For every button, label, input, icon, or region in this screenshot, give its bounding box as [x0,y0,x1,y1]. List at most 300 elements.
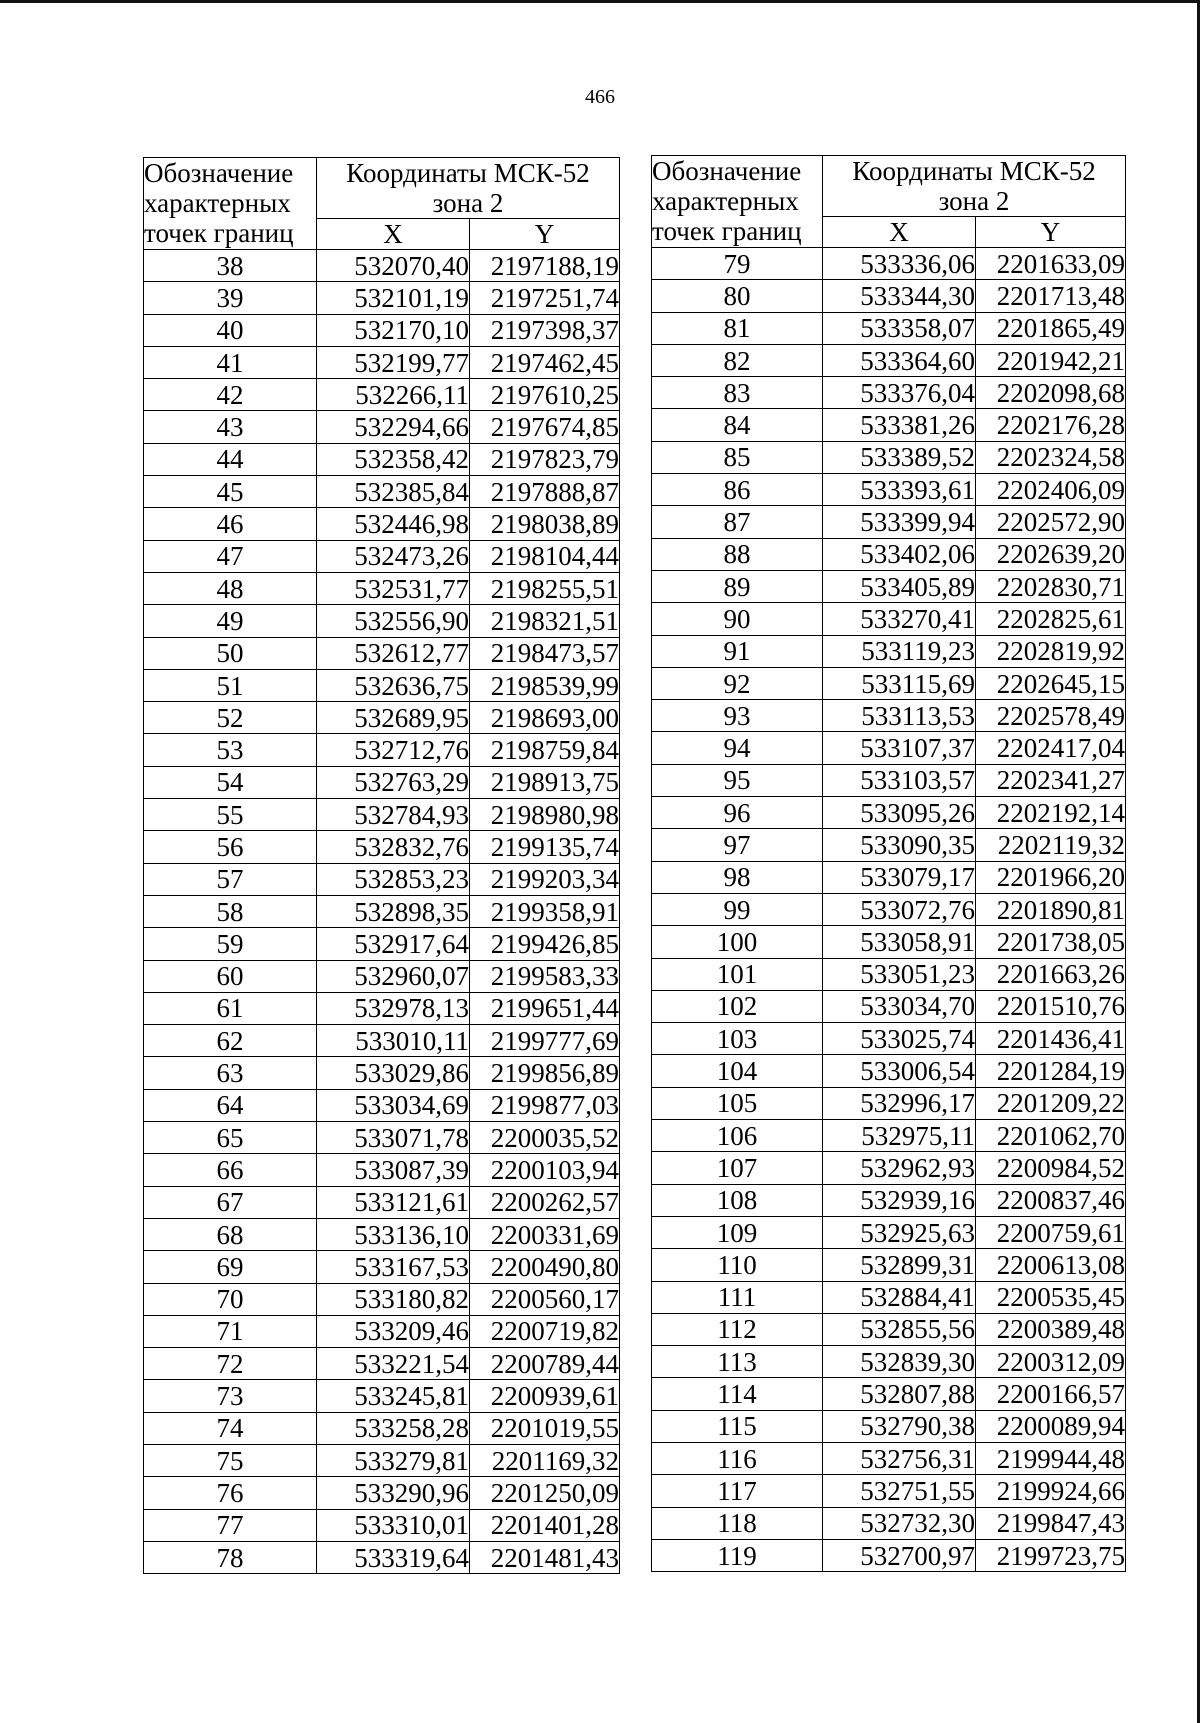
x-coordinate-cell: 532473,26 [317,540,470,572]
y-coordinate-cell: 2201633,09 [976,248,1126,280]
table-row [652,474,1126,506]
table-row [144,572,620,604]
x-coordinate-cell: 533376,04 [823,377,976,409]
x-coordinate-cell: 532751,55 [823,1475,976,1507]
y-coordinate-cell: 2200331,69 [470,1218,620,1250]
point-id-cell: 59 [144,928,317,960]
y-coordinate-cell: 2199847,43 [976,1507,1126,1539]
table-row [652,1346,1126,1378]
point-id-cell: 98 [652,861,823,893]
x-coordinate-cell: 533034,69 [317,1089,470,1121]
table-row [652,1475,1126,1507]
y-coordinate-cell: 2198913,75 [470,766,620,798]
point-id-cell: 88 [652,538,823,570]
x-coordinate-cell: 532899,31 [823,1249,976,1281]
x-coordinate-cell: 532884,41 [823,1281,976,1313]
x-coordinate-cell: 532531,77 [317,572,470,604]
y-coordinate-cell: 2198759,84 [470,734,620,766]
point-id-cell: 53 [144,734,317,766]
table-row [144,1186,620,1218]
x-coordinate-cell: 532636,75 [317,669,470,701]
x-coordinate-cell: 532853,23 [317,863,470,895]
y-coordinate-cell: 2202830,71 [976,570,1126,602]
point-id-cell: 62 [144,1025,317,1057]
point-id-cell: 118 [652,1507,823,1539]
table-row [144,766,620,798]
point-id-cell: 87 [652,506,823,538]
point-id-cell: 68 [144,1218,317,1250]
point-id-cell: 113 [652,1346,823,1378]
y-coordinate-cell: 2202819,92 [976,635,1126,667]
x-coordinate-cell: 532996,17 [823,1087,976,1119]
y-coordinate-cell: 2200490,80 [470,1251,620,1283]
point-id-cell: 110 [652,1249,823,1281]
header-label-line: характерных [144,188,291,218]
point-id-cell: 77 [144,1509,317,1541]
table-row [144,346,620,378]
table-row [144,1122,620,1154]
x-coordinate-cell: 533393,61 [823,474,976,506]
table-row [652,990,1126,1022]
y-coordinate-cell: 2200312,09 [976,1346,1126,1378]
point-id-cell: 105 [652,1087,823,1119]
table-row [652,893,1126,925]
x-column-header: X [317,219,470,250]
point-id-cell: 96 [652,797,823,829]
x-coordinate-cell: 533119,23 [823,635,976,667]
y-coordinate-cell: 2202324,58 [976,441,1126,473]
x-coordinate-cell: 533270,41 [823,603,976,635]
point-id-cell: 104 [652,1055,823,1087]
y-coordinate-cell: 2201663,26 [976,958,1126,990]
y-coordinate-cell: 2198255,51 [470,572,620,604]
x-coordinate-cell: 533087,39 [317,1154,470,1186]
y-coordinate-cell: 2201019,55 [470,1412,620,1444]
point-id-cell: 97 [652,829,823,861]
table-row [144,1283,620,1315]
point-id-cell: 52 [144,702,317,734]
y-coordinate-cell: 2197251,74 [470,282,620,314]
y-coordinate-cell: 2200035,52 [470,1122,620,1154]
y-coordinate-cell: 2201865,49 [976,312,1126,344]
y-coordinate-cell: 2201284,19 [976,1055,1126,1087]
point-id-cell: 42 [144,379,317,411]
point-id-cell: 48 [144,572,317,604]
point-id-cell: 89 [652,570,823,602]
x-coordinate-cell: 532978,13 [317,992,470,1024]
point-id-cell: 74 [144,1412,317,1444]
x-coordinate-cell: 533358,07 [823,312,976,344]
y-coordinate-cell: 2199723,75 [976,1539,1126,1571]
y-coordinate-cell: 2201481,43 [470,1541,620,1573]
point-id-cell: 76 [144,1477,317,1509]
y-coordinate-cell: 2199944,48 [976,1442,1126,1474]
y-coordinate-cell: 2200103,94 [470,1154,620,1186]
point-id-cell: 100 [652,926,823,958]
y-coordinate-cell: 2198473,57 [470,637,620,669]
y-coordinate-cell: 2202645,15 [976,667,1126,699]
y-coordinate-cell: 2200719,82 [470,1315,620,1347]
y-coordinate-cell: 2202417,04 [976,732,1126,764]
table-row [652,1087,1126,1119]
x-coordinate-cell: 533071,78 [317,1122,470,1154]
y-coordinate-cell: 2199777,69 [470,1025,620,1057]
point-id-cell: 92 [652,667,823,699]
x-coordinate-cell: 533402,06 [823,538,976,570]
table-row [652,280,1126,312]
point-id-cell: 60 [144,960,317,992]
point-id-cell: 58 [144,895,317,927]
header-label-line: точек границ [652,216,802,246]
table-row [652,1249,1126,1281]
y-coordinate-cell: 2201169,32 [470,1444,620,1476]
point-id-cell: 39 [144,282,317,314]
coordinates-table-right [651,155,1126,1572]
table-row [652,732,1126,764]
y-coordinate-cell: 2200759,61 [976,1216,1126,1248]
point-id-cell: 80 [652,280,823,312]
x-coordinate-cell: 533072,76 [823,893,976,925]
x-coordinate-cell: 533107,37 [823,732,976,764]
page-number: 466 [585,86,615,108]
point-id-cell: 102 [652,990,823,1022]
x-coordinate-cell: 532358,42 [317,443,470,475]
y-coordinate-cell: 2201062,70 [976,1120,1126,1152]
x-coordinate-cell: 532763,29 [317,766,470,798]
coordinates-table-left [143,157,620,1574]
y-coordinate-cell: 2202176,28 [976,409,1126,441]
x-coordinate-cell: 533209,46 [317,1315,470,1347]
x-coordinate-cell: 532917,64 [317,928,470,960]
x-coordinate-cell: 532898,35 [317,895,470,927]
x-coordinate-cell: 532612,77 [317,637,470,669]
table-row [144,895,620,927]
y-column-header: Y [470,219,620,250]
table-header [652,156,1126,248]
y-coordinate-cell: 2202119,32 [976,829,1126,861]
x-coordinate-cell: 532807,88 [823,1378,976,1410]
table-row [652,829,1126,861]
point-id-cell: 65 [144,1122,317,1154]
x-coordinate-cell: 533121,61 [317,1186,470,1218]
x-coordinate-cell: 532975,11 [823,1120,976,1152]
x-coordinate-cell: 532855,56 [823,1313,976,1345]
point-id-cell: 83 [652,377,823,409]
x-coordinate-cell: 533006,54 [823,1055,976,1087]
table-row [144,1541,620,1573]
table-row [652,958,1126,990]
table-row [652,1410,1126,1442]
point-id-cell: 38 [144,250,317,282]
header-label-line: Обозначение [652,156,802,186]
point-id-cell: 51 [144,669,317,701]
table-row [144,1477,620,1509]
point-id-cell: 101 [652,958,823,990]
table-row [652,1442,1126,1474]
point-id-cell: 103 [652,1023,823,1055]
point-id-cell: 79 [652,248,823,280]
point-id-cell: 56 [144,831,317,863]
point-id-cell: 49 [144,605,317,637]
y-coordinate-cell: 2202341,27 [976,764,1126,796]
x-coordinate-cell: 533010,11 [317,1025,470,1057]
y-coordinate-cell: 2201436,41 [976,1023,1126,1055]
point-id-cell: 81 [652,312,823,344]
point-id-cell: 109 [652,1216,823,1248]
x-coordinate-cell: 533364,60 [823,344,976,376]
x-coordinate-cell: 533336,06 [823,248,976,280]
point-id-cell: 116 [652,1442,823,1474]
table-row [652,635,1126,667]
y-coordinate-cell: 2197823,79 [470,443,620,475]
y-coordinate-cell: 2200789,44 [470,1348,620,1380]
point-id-cell: 43 [144,411,317,443]
table-row [144,637,620,669]
y-coordinate-cell: 2199203,34 [470,863,620,895]
table-row [652,1507,1126,1539]
table-row [144,1348,620,1380]
x-coordinate-cell: 532556,90 [317,605,470,637]
x-coordinate-cell: 532385,84 [317,476,470,508]
header-label-line: точек границ [144,218,294,248]
table-row [652,1216,1126,1248]
point-id-cell: 82 [652,344,823,376]
table-row [144,863,620,895]
coordinates-header-line: Координаты МСК-52 [346,158,590,188]
point-id-cell: 107 [652,1152,823,1184]
point-id-cell: 99 [652,893,823,925]
x-coordinate-cell: 532939,16 [823,1184,976,1216]
point-id-cell: 106 [652,1120,823,1152]
point-id-cell: 115 [652,1410,823,1442]
y-coordinate-cell: 2202825,61 [976,603,1126,635]
y-coordinate-cell: 2199583,33 [470,960,620,992]
point-id-cell: 94 [652,732,823,764]
x-coordinate-cell: 532784,93 [317,799,470,831]
x-coordinate-cell: 533180,82 [317,1283,470,1315]
table-row [144,314,620,346]
y-coordinate-cell: 2197398,37 [470,314,620,346]
point-id-cell: 85 [652,441,823,473]
point-id-cell: 45 [144,476,317,508]
table-body-right [652,248,1126,1572]
table-row [652,1152,1126,1184]
point-id-cell: 86 [652,474,823,506]
table-row [144,540,620,572]
coordinates-header-line: Координаты МСК-52 [852,156,1096,186]
point-id-cell: 93 [652,700,823,732]
point-id-cell: 50 [144,637,317,669]
x-column-header: X [823,217,976,248]
table-row [652,1313,1126,1345]
point-id-cell: 111 [652,1281,823,1313]
table-row [144,669,620,701]
point-id-cell: 63 [144,1057,317,1089]
x-coordinate-cell: 533290,96 [317,1477,470,1509]
x-coordinate-cell: 533310,01 [317,1509,470,1541]
x-coordinate-cell: 532070,40 [317,250,470,282]
x-coordinate-cell: 533167,53 [317,1251,470,1283]
y-coordinate-cell: 2201209,22 [976,1087,1126,1119]
table-row [652,506,1126,538]
x-coordinate-cell: 533136,10 [317,1218,470,1250]
x-coordinate-cell: 533025,74 [823,1023,976,1055]
y-coordinate-cell: 2200089,94 [976,1410,1126,1442]
y-coordinate-cell: 2202406,09 [976,474,1126,506]
table-row [144,960,620,992]
x-coordinate-cell: 533079,17 [823,861,976,893]
x-coordinate-cell: 533389,52 [823,441,976,473]
table-row [652,1023,1126,1055]
table-row [652,409,1126,441]
x-coordinate-cell: 532101,19 [317,282,470,314]
point-id-cell: 91 [652,635,823,667]
point-id-cell: 69 [144,1251,317,1283]
y-coordinate-cell: 2200389,48 [976,1313,1126,1345]
scan-border-top [0,0,1200,3]
y-coordinate-cell: 2202578,49 [976,700,1126,732]
y-coordinate-cell: 2200939,61 [470,1380,620,1412]
point-id-cell: 75 [144,1444,317,1476]
y-coordinate-cell: 2200837,46 [976,1184,1126,1216]
point-id-cell: 67 [144,1186,317,1218]
table-row [144,1380,620,1412]
table-row [144,831,620,863]
x-coordinate-cell: 532962,93 [823,1152,976,1184]
y-coordinate-cell: 2199856,89 [470,1057,620,1089]
y-coordinate-cell: 2198980,98 [470,799,620,831]
x-coordinate-cell: 532712,76 [317,734,470,766]
point-id-cell: 117 [652,1475,823,1507]
point-id-cell: 119 [652,1539,823,1571]
table-row [652,377,1126,409]
point-id-cell: 55 [144,799,317,831]
x-coordinate-cell: 532839,30 [823,1346,976,1378]
point-id-cell: 84 [652,409,823,441]
y-coordinate-cell: 2199877,03 [470,1089,620,1121]
y-coordinate-cell: 2197674,85 [470,411,620,443]
x-coordinate-cell: 533344,30 [823,280,976,312]
y-coordinate-cell: 2202639,20 [976,538,1126,570]
y-coordinate-cell: 2197610,25 [470,379,620,411]
x-coordinate-cell: 532199,77 [317,346,470,378]
x-coordinate-cell: 532960,07 [317,960,470,992]
x-coordinate-cell: 533279,81 [317,1444,470,1476]
y-coordinate-cell: 2201401,28 [470,1509,620,1541]
header-label-line: характерных [652,186,799,216]
x-coordinate-cell: 533095,26 [823,797,976,829]
table-row [144,508,620,540]
y-coordinate-cell: 2202098,68 [976,377,1126,409]
point-id-cell: 47 [144,540,317,572]
x-coordinate-cell: 533245,81 [317,1380,470,1412]
x-coordinate-cell: 533029,86 [317,1057,470,1089]
y-coordinate-cell: 2200560,17 [470,1283,620,1315]
table-row [144,702,620,734]
y-coordinate-cell: 2200262,57 [470,1186,620,1218]
y-coordinate-cell: 2199358,91 [470,895,620,927]
table-row [144,799,620,831]
y-coordinate-cell: 2202572,90 [976,506,1126,538]
table-row [144,1025,620,1057]
table-row [144,734,620,766]
x-coordinate-cell: 533405,89 [823,570,976,602]
x-coordinate-cell: 533115,69 [823,667,976,699]
y-coordinate-cell: 2198539,99 [470,669,620,701]
x-coordinate-cell: 532925,63 [823,1216,976,1248]
table-row [144,443,620,475]
table-row [144,1057,620,1089]
table-row [652,1055,1126,1087]
header-label-line: Обозначение [144,158,294,188]
y-coordinate-cell: 2201966,20 [976,861,1126,893]
x-coordinate-cell: 532294,66 [317,411,470,443]
table-row [652,764,1126,796]
table-row [144,411,620,443]
table-row [652,926,1126,958]
table-row [652,312,1126,344]
x-coordinate-cell: 533258,28 [317,1412,470,1444]
table-row [144,1218,620,1250]
table-row [144,1251,620,1283]
table-row [144,1315,620,1347]
point-id-cell: 78 [144,1541,317,1573]
x-coordinate-cell: 532790,38 [823,1410,976,1442]
x-coordinate-cell: 532732,30 [823,1507,976,1539]
table-row [144,992,620,1024]
point-id-cell: 54 [144,766,317,798]
point-id-cell: 46 [144,508,317,540]
point-id-cell: 57 [144,863,317,895]
table-row [652,1539,1126,1571]
y-coordinate-cell: 2197888,87 [470,476,620,508]
point-id-cell: 71 [144,1315,317,1347]
x-coordinate-cell: 532446,98 [317,508,470,540]
table-row [652,344,1126,376]
table-header [144,158,620,250]
y-coordinate-cell: 2200613,08 [976,1249,1126,1281]
y-coordinate-cell: 2198038,89 [470,508,620,540]
x-coordinate-cell: 533113,53 [823,700,976,732]
y-coordinate-cell: 2201942,21 [976,344,1126,376]
table-row [652,603,1126,635]
x-coordinate-cell: 533058,91 [823,926,976,958]
points-column-header [144,158,317,250]
point-id-cell: 73 [144,1380,317,1412]
y-coordinate-cell: 2200984,52 [976,1152,1126,1184]
table-row [144,282,620,314]
point-id-cell: 112 [652,1313,823,1345]
x-coordinate-cell: 532700,97 [823,1539,976,1571]
x-coordinate-cell: 532832,76 [317,831,470,863]
table-row [144,1509,620,1541]
table-row [652,248,1126,280]
point-id-cell: 40 [144,314,317,346]
y-coordinate-cell: 2201250,09 [470,1477,620,1509]
x-coordinate-cell: 533319,64 [317,1541,470,1573]
table-row [144,379,620,411]
table-row [144,1412,620,1444]
table-row [652,797,1126,829]
x-coordinate-cell: 532170,10 [317,314,470,346]
x-coordinate-cell: 532756,31 [823,1442,976,1474]
y-coordinate-cell: 2199135,74 [470,831,620,863]
x-coordinate-cell: 532689,95 [317,702,470,734]
table-row [652,861,1126,893]
point-id-cell: 64 [144,1089,317,1121]
table-row [652,570,1126,602]
table-row [144,476,620,508]
